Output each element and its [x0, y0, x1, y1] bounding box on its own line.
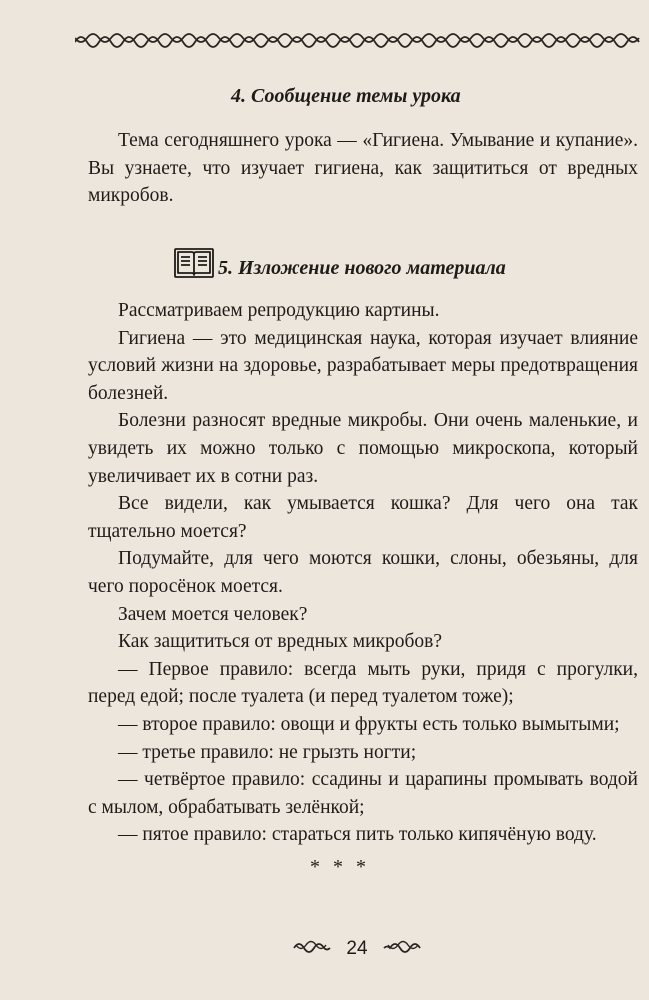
- page-number: 24: [346, 938, 368, 959]
- section-4-body: [88, 127, 638, 210]
- section-separator: * * *: [310, 856, 370, 878]
- rule-item: — второе правило: овощи и фрукты есть только вымытыми;: [118, 713, 620, 735]
- paragraph: Рассматриваем репродукцию картины.: [118, 300, 440, 321]
- paragraph: Тема сегодняшнего урока — «Гигиена. Умывание и купание». Вы узнаете, что изучает гигиена, как защититься от вредных микробов.: [88, 130, 638, 207]
- paragraph: Как защититься от вредных микробов?: [118, 631, 443, 653]
- section-5-heading: 5. Изложение нового материала: [218, 257, 506, 279]
- footer-ornament-right: [382, 940, 422, 954]
- paragraph: Болезни разносят вредные микробы. Они очень маленькие, и увидеть их можно только с помощью микроскопа, который увеличивает их в сотни раз.: [88, 410, 638, 487]
- paragraph: Гигиена — это медицинская наука, которая изучает влияние условий жизни на здоровье, разрабатывает меры предотвращения болезней.: [88, 327, 638, 404]
- top-ornament-border: [75, 30, 640, 50]
- rule-item: — четвёртое правило: ссадины и царапины промывать водой с мылом, обрабатывать зелёнкой;: [88, 769, 638, 818]
- rule-item: — третье правило: не грызть ногти;: [118, 741, 417, 763]
- rule-item: — Первое правило: всегда мыть руки, придя с прогулки, перед едой; после туалета (и перед туалетом тоже);: [88, 658, 638, 708]
- rule-item: — пятое правило: стараться пить только кипячёную воду.: [118, 824, 597, 846]
- paragraph: Подумайте, для чего моются кошки, слоны, обезьяны, для чего поросёнок моется.: [88, 548, 638, 597]
- book-icon: [174, 247, 214, 279]
- section-4-heading: 4. Сообщение темы урока: [231, 85, 461, 107]
- paragraph: Все видели, как умывается кошка? Для чего она так тщательно моется?: [88, 493, 638, 542]
- paragraph: Зачем моется человек?: [118, 603, 308, 625]
- section-5-body: [88, 297, 638, 849]
- footer-ornament-left: [292, 940, 332, 954]
